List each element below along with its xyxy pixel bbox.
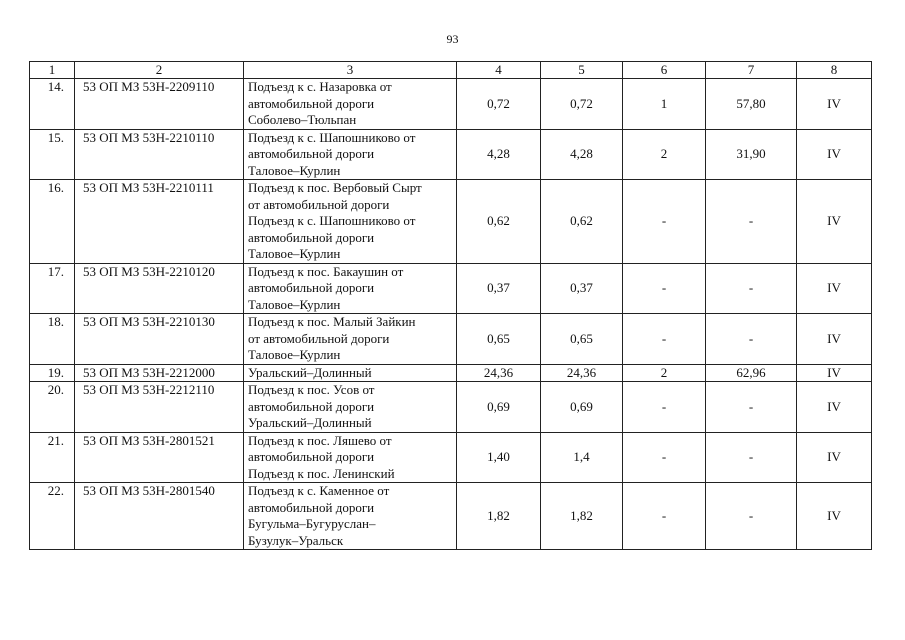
table-row bbox=[30, 263, 872, 314]
value-cell-col7: 57,80 bbox=[706, 79, 797, 130]
value-cell-col6: - bbox=[623, 432, 706, 483]
value-cell-col5: 24,36 bbox=[541, 364, 623, 382]
road-name-cell: Подъезд к с. Шапошниково от автомобильной дороги Таловое–Курлин bbox=[244, 129, 457, 180]
category-cell: IV bbox=[797, 180, 872, 264]
value-cell-col7: 62,96 bbox=[706, 364, 797, 382]
header-cell: 5 bbox=[541, 62, 623, 79]
row-number-cell: 19. bbox=[30, 364, 75, 382]
table-row bbox=[30, 432, 872, 483]
table-row bbox=[30, 180, 872, 264]
value-cell-col7: - bbox=[706, 314, 797, 365]
category-cell: IV bbox=[797, 382, 872, 433]
value-cell-col5: 1,82 bbox=[541, 483, 623, 550]
table-row bbox=[30, 314, 872, 365]
value-cell-col4: 4,28 bbox=[457, 129, 541, 180]
table-row bbox=[30, 129, 872, 180]
row-number-cell: 22. bbox=[30, 483, 75, 550]
header-cell: 7 bbox=[706, 62, 797, 79]
road-name-cell: Подъезд к пос. Бакаушин от автомобильной дороги Таловое–Курлин bbox=[244, 263, 457, 314]
value-cell-col5: 1,4 bbox=[541, 432, 623, 483]
header-cell: 6 bbox=[623, 62, 706, 79]
value-cell-col5: 0,65 bbox=[541, 314, 623, 365]
category-cell: IV bbox=[797, 263, 872, 314]
value-cell-col7: - bbox=[706, 382, 797, 433]
value-cell-col7: - bbox=[706, 432, 797, 483]
road-name-cell: Подъезд к пос. Малый Зайкин от автомобильной дороги Таловое–Курлин bbox=[244, 314, 457, 365]
value-cell-col5: 4,28 bbox=[541, 129, 623, 180]
value-cell-col6: - bbox=[623, 483, 706, 550]
road-code-cell: 53 ОП МЗ 53Н-2210110 bbox=[75, 129, 244, 180]
header-cell: 4 bbox=[457, 62, 541, 79]
value-cell-col5: 0,37 bbox=[541, 263, 623, 314]
value-cell-col6: 2 bbox=[623, 364, 706, 382]
table-row bbox=[30, 79, 872, 130]
category-cell: IV bbox=[797, 483, 872, 550]
value-cell-col6: - bbox=[623, 314, 706, 365]
road-code-cell: 53 ОП МЗ 53Н-2801521 bbox=[75, 432, 244, 483]
road-name-cell: Подъезд к с. Каменное от автомобильной дороги Бугульма–Бугуруслан– Бузулук–Уральск bbox=[244, 483, 457, 550]
road-name-cell: Подъезд к пос. Ляшево от автомобильной дороги Подъезд к пос. Ленинский bbox=[244, 432, 457, 483]
value-cell-col5: 0,69 bbox=[541, 382, 623, 433]
value-cell-col4: 24,36 bbox=[457, 364, 541, 382]
table-row bbox=[30, 364, 872, 382]
value-cell-col6: 1 bbox=[623, 79, 706, 130]
value-cell-col4: 1,82 bbox=[457, 483, 541, 550]
category-cell: IV bbox=[797, 129, 872, 180]
road-name-cell: Уральский–Долинный bbox=[244, 364, 457, 382]
category-cell: IV bbox=[797, 314, 872, 365]
value-cell-col6: - bbox=[623, 180, 706, 264]
road-code-cell: 53 ОП МЗ 53Н-2801540 bbox=[75, 483, 244, 550]
road-name-cell: Подъезд к пос. Вербовый Сырт от автомобильной дороги Подъезд к с. Шапошниково от автомобильной дороги Таловое–Курлин bbox=[244, 180, 457, 264]
row-number-cell: 21. bbox=[30, 432, 75, 483]
roads-table bbox=[29, 61, 872, 550]
row-number-cell: 20. bbox=[30, 382, 75, 433]
row-number-cell: 17. bbox=[30, 263, 75, 314]
value-cell-col7: - bbox=[706, 483, 797, 550]
row-number-cell: 16. bbox=[30, 180, 75, 264]
value-cell-col6: - bbox=[623, 263, 706, 314]
page-number: 93 bbox=[446, 32, 459, 46]
table-row bbox=[30, 483, 872, 550]
value-cell-col5: 0,72 bbox=[541, 79, 623, 130]
value-cell-col4: 0,37 bbox=[457, 263, 541, 314]
road-code-cell: 53 ОП МЗ 53Н-2210120 bbox=[75, 263, 244, 314]
header-cell: 8 bbox=[797, 62, 872, 79]
value-cell-col7: 31,90 bbox=[706, 129, 797, 180]
road-code-cell: 53 ОП МЗ 53Н-2212110 bbox=[75, 382, 244, 433]
value-cell-col5: 0,62 bbox=[541, 180, 623, 264]
road-name-cell: Подъезд к пос. Усов от автомобильной дороги Уральский–Долинный bbox=[244, 382, 457, 433]
header-row bbox=[30, 62, 872, 79]
category-cell: IV bbox=[797, 432, 872, 483]
header-cell: 2 bbox=[75, 62, 244, 79]
value-cell-col7: - bbox=[706, 180, 797, 264]
row-number-cell: 14. bbox=[30, 79, 75, 130]
value-cell-col4: 1,40 bbox=[457, 432, 541, 483]
road-code-cell: 53 ОП МЗ 53Н-2209110 bbox=[75, 79, 244, 130]
road-name-cell: Подъезд к с. Назаровка от автомобильной дороги Соболево–Тюльпан bbox=[244, 79, 457, 130]
row-number-cell: 18. bbox=[30, 314, 75, 365]
row-number-cell: 15. bbox=[30, 129, 75, 180]
road-code-cell: 53 ОП МЗ 53Н-2212000 bbox=[75, 364, 244, 382]
value-cell-col7: - bbox=[706, 263, 797, 314]
value-cell-col4: 0,62 bbox=[457, 180, 541, 264]
category-cell: IV bbox=[797, 79, 872, 130]
category-cell: IV bbox=[797, 364, 872, 382]
value-cell-col4: 0,72 bbox=[457, 79, 541, 130]
header-cell: 1 bbox=[30, 62, 75, 79]
value-cell-col6: - bbox=[623, 382, 706, 433]
road-code-cell: 53 ОП МЗ 53Н-2210130 bbox=[75, 314, 244, 365]
value-cell-col4: 0,65 bbox=[457, 314, 541, 365]
header-cell: 3 bbox=[244, 62, 457, 79]
table-row bbox=[30, 382, 872, 433]
value-cell-col4: 0,69 bbox=[457, 382, 541, 433]
road-code-cell: 53 ОП МЗ 53Н-2210111 bbox=[75, 180, 244, 264]
value-cell-col6: 2 bbox=[623, 129, 706, 180]
